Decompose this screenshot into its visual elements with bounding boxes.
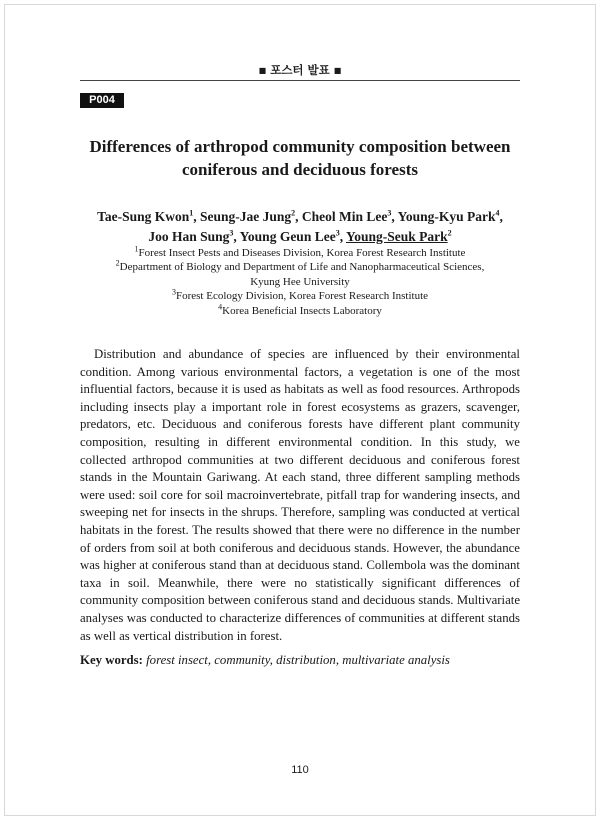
author-name: Joo Han Sung	[148, 229, 230, 244]
author-affiliation-mark: 3	[387, 208, 392, 218]
author-name: Cheol Min Lee	[301, 209, 388, 224]
affiliation-text: Forest Insect Pests and Diseases Division, Korea Forest Research Institute	[138, 247, 466, 259]
keywords	[80, 652, 520, 669]
keywords-text: forest insect, community, distribution, multivariate analysis	[146, 653, 450, 667]
author-name: Tae-Sung Kwon	[97, 209, 190, 224]
section-header-label: 포스터 발표	[270, 63, 330, 77]
affiliation-text: Kyung Hee University	[250, 275, 350, 288]
affiliation-text: Korea Beneficial Insects Laboratory	[222, 304, 382, 317]
author-affiliation-mark: 3	[229, 228, 234, 238]
square-marker-left: ■	[258, 66, 267, 75]
abstract-body: Distribution and abundance of species are influenced by their environmental condition. Among various environmental factors, a vegetation is one of the most influential factors, because it is used as habitats as well as food resources. Arthropods including insects play a important role in forest ecosystems as grazers, scavenger, predators, etc. Deciduous and coniferous forests have different plant community composition, resulting in different environmental condition. In this study, we collected arthropod communities at two different deciduous and coniferous forest stands in the Mountain Gariwang. At each stand, three different sampling methods were used: soil core for soil macroinvertebrate, pitfall trap for wandering insects, and sweeping net for insects in the shrups. Therefore, sampling was conducted at vertical habitats in the forest. The results showed that there were no difference in the number of orders from soil at both coniferous and deciduous stands. However, the abundance was higher at coniferous stand than at deciduous stand. Collembola was the dominant taxa in soil. Meanwhile, there were no statistically significant differences of community composition between coniferous stand and deciduous stands. Multivariate analyses was conducted to characterize differences of communities at different stands as well as vertical distribution in forest.	[80, 347, 520, 643]
paper-title-line: coniferous and deciduous forests	[182, 160, 418, 179]
affiliation-line	[80, 275, 520, 289]
affiliation-text: Department of Biology and Department of Life and Nanopharmaceutical Sciences,	[119, 261, 485, 274]
author-affiliation-mark: 3	[335, 228, 340, 238]
affiliation-mark: 1	[134, 244, 139, 254]
paper-title	[80, 135, 520, 181]
author-affiliation-mark: 1	[189, 208, 194, 218]
square-marker-right: ■	[333, 66, 342, 75]
author-line: Tae-Sung Kwon$^1$, Seung-Jae Jung$^2$, Cheol Min Lee$^3$, Young-Kyu Park$^4$,	[97, 208, 503, 224]
affiliation-mark: 2	[115, 258, 120, 268]
author-name: Young-Kyu Park	[397, 209, 496, 224]
affiliation-line	[80, 260, 520, 274]
affiliation-list	[80, 246, 520, 318]
section-header	[0, 62, 600, 78]
author-name: Young Geun Lee	[239, 229, 336, 244]
header-rule	[80, 80, 520, 81]
affiliation-line	[80, 301, 520, 318]
author-name: Seung-Jae Jung	[199, 209, 292, 224]
affiliation-mark: 4	[218, 301, 223, 311]
page-number: 110	[291, 764, 309, 776]
author-affiliation-mark: 2	[291, 208, 296, 218]
author-list	[80, 207, 520, 247]
affiliation-mark: 3	[171, 287, 176, 297]
paper-title-line: Differences of arthropod community composition between	[89, 137, 511, 156]
author-affiliation-mark: 4	[495, 208, 500, 218]
affiliation-line	[80, 289, 520, 303]
author-affiliation-mark: 2	[447, 228, 452, 238]
affiliation-line	[80, 246, 520, 260]
author-line: Joo Han Sung$^3$, Young Geun Lee$^3$, Young-Seuk Park$^2$	[148, 228, 452, 244]
corresponding-author-name: Young-Seuk Park	[345, 229, 448, 244]
poster-code-badge: P004	[80, 93, 124, 108]
keywords-label: Key words:	[80, 653, 143, 667]
affiliation-text: Forest Ecology Division, Korea Forest Research Institute	[175, 290, 429, 303]
